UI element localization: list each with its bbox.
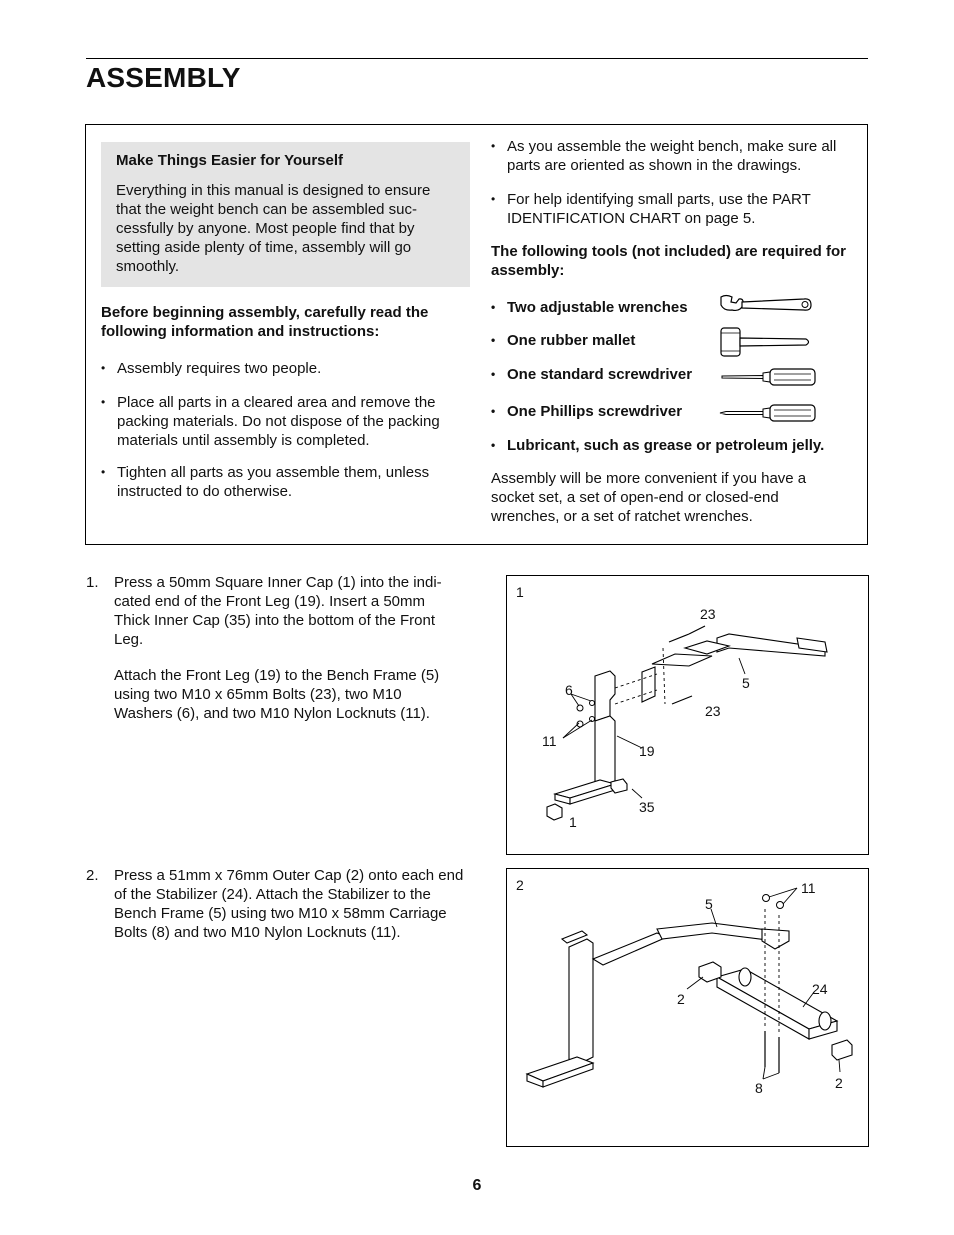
- figure-2: [506, 868, 869, 1147]
- callout-19: 19: [639, 743, 655, 759]
- callout-11: 11: [542, 733, 557, 749]
- callout-23-top: 23: [700, 606, 716, 622]
- tip-title: Make Things Easier for Yourself: [116, 152, 344, 169]
- tool-item-standard-screwdriver: • One standard screwdriver: [491, 365, 737, 384]
- figure-1-drawing: [507, 576, 870, 856]
- tools-heading: The following tools (not included) are required for assembly:: [491, 243, 846, 279]
- callout-6: 6: [565, 682, 573, 698]
- page-title: ASSEMBLY: [86, 62, 241, 93]
- page-number: 6: [472, 1177, 482, 1194]
- step-1-number: 1.: [86, 574, 99, 591]
- standard-screwdriver-icon: [718, 366, 818, 388]
- top-rule: [86, 58, 868, 59]
- before-bullet-1: • Assembly requires two people.: [101, 359, 472, 378]
- before-bullet-3: • Tighten all parts as you assemble them, unless instructed to do otherwise.: [101, 463, 472, 501]
- right-bullet-1: • As you assemble the weight bench, make sure all parts are oriented as shown in the drawings.: [491, 137, 872, 175]
- callout-5: 5: [705, 896, 713, 912]
- rubber-mallet-icon: [718, 325, 814, 359]
- adjustable-wrench-icon: [718, 293, 814, 317]
- callout-1: 1: [569, 814, 577, 830]
- step-1-paragraph-1: Press a 50mm Square Inner Cap (1) into the indi-cated end of the Front Leg (19). Insert a 50mm Thick Inner Cap (35) into the bottom of the Front Leg.: [114, 574, 442, 648]
- step-2-paragraph-1: Press a 51mm x 76mm Outer Cap (2) onto each end of the Stabilizer (24). Attach the Stabilizer to the Bench Frame (5) using two M10 x 58mm Carriage Bolts (8) and two M10 Nylon Locknuts (11).: [114, 867, 464, 941]
- step-1-paragraph-2: Attach the Front Leg (19) to the Bench Frame (5) using two M10 x 65mm Bolts (23), two M10 Washers (6), and two M10 Nylon Locknuts (11).: [114, 667, 440, 722]
- tool-item-lubricant: • Lubricant, such as grease or petroleum jelly.: [491, 436, 872, 455]
- tool-item-phillips-screwdriver: • One Phillips screwdriver: [491, 402, 737, 421]
- callout-23-bottom: 23: [705, 703, 721, 719]
- tip-box: [101, 142, 470, 287]
- tool-item-mallet: • One rubber mallet: [491, 331, 737, 350]
- callout-24: 24: [812, 981, 828, 997]
- callout-5: 5: [742, 675, 750, 691]
- convenience-note: Assembly will be more convenient if you have a socket set, a set of open-end or closed-end wrenches, or a set of ratchet wrenches.: [491, 470, 807, 525]
- callout-2-left: 2: [677, 991, 685, 1007]
- before-heading: Before beginning assembly, carefully read the following information and instructions:: [101, 304, 429, 340]
- step-2-number: 2.: [86, 867, 99, 884]
- figure-1-number: 1: [516, 584, 524, 600]
- callout-8: 8: [755, 1080, 763, 1096]
- figure-2-drawing: [507, 869, 870, 1148]
- callout-2-right: 2: [835, 1075, 843, 1091]
- figure-1: [506, 575, 869, 855]
- tip-body: Everything in this manual is designed to ensure that the weight bench can be assembled suc-cessfully by anyone. Most people find that by setting aside plenty of time, assembly will go smoothly.: [116, 182, 431, 275]
- right-bullet-2: • For help identifying small parts, use the PART IDENTIFICATION CHART on page 5.: [491, 190, 872, 228]
- callout-11: 11: [801, 880, 816, 896]
- tool-item-wrenches: • Two adjustable wrenches: [491, 298, 737, 317]
- before-bullet-2: • Place all parts in a cleared area and remove the packing materials. Do not dispose of the packing materials until assembly is completed.: [101, 393, 472, 450]
- figure-2-number: 2: [516, 877, 524, 893]
- phillips-screwdriver-icon: [718, 402, 818, 424]
- callout-35: 35: [639, 799, 655, 815]
